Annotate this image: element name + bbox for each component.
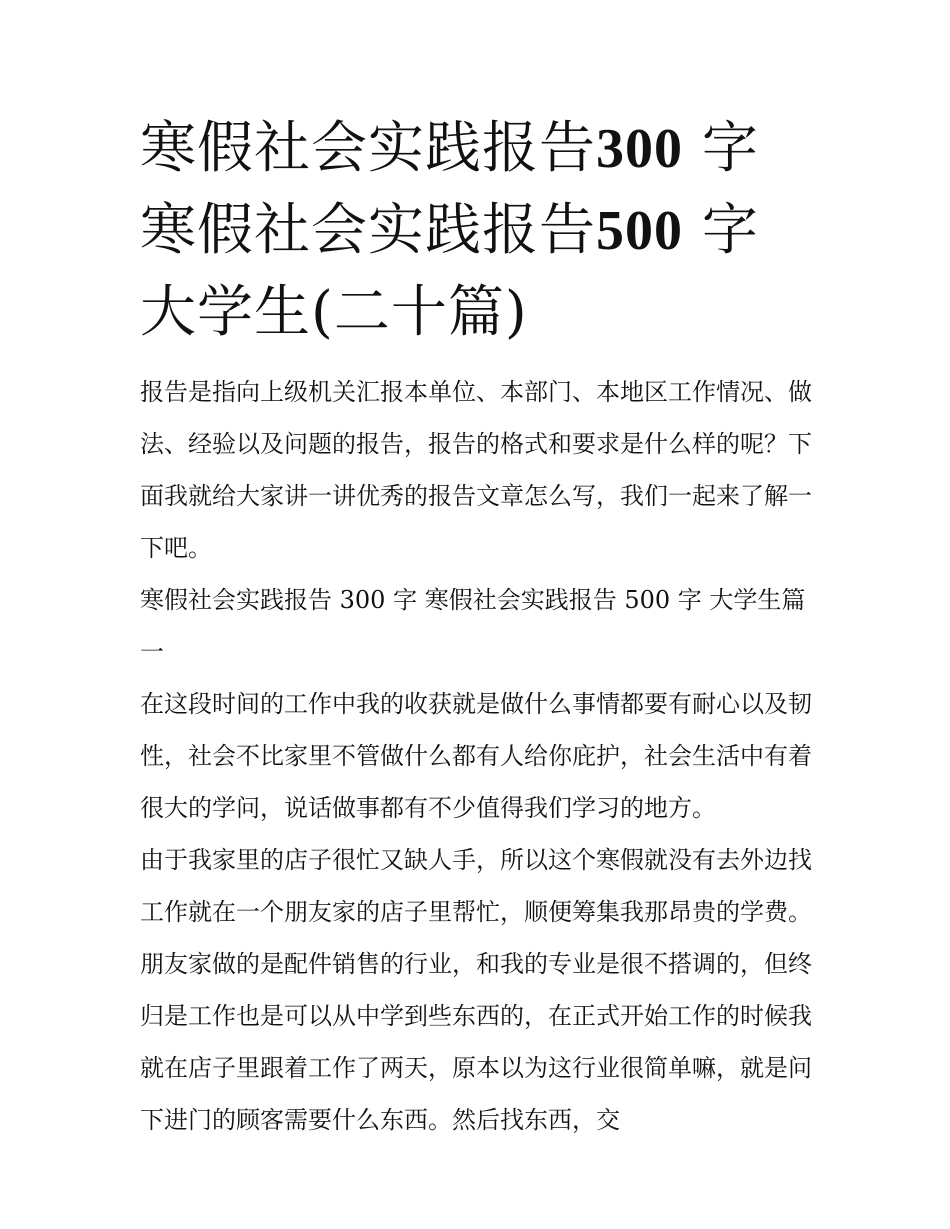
title-text-3: 字 大学生(二十篇) bbox=[140, 198, 759, 345]
intro-paragraph: 报告是指向上级机关汇报本单位、本部门、本地区工作情况、做法、经验以及问题的报告，报告的格式和要求是什么样的呢？下面我就给大家讲一讲优秀的报告文章怎么写，我们一起来了解一下吧。 bbox=[140, 378, 812, 562]
body-paragraph: 在这段时间的工作中我的收获就是做什么事情都要有耐心以及韧性，社会不比家里不管做什么都有人给你庇护，社会生活中有着很大的学问，说话做事都有不少值得我们学习的地方。 bbox=[140, 690, 812, 822]
document-content bbox=[140, 108, 812, 1146]
document-title bbox=[140, 108, 812, 354]
title-number-1: 300 bbox=[596, 118, 683, 180]
section-heading: 寒假社会实践报告 300 字 寒假社会实践报告 500 字 大学生篇一 bbox=[140, 586, 806, 666]
body-paragraph: 由于我家里的店子很忙又缺人手，所以这个寒假就没有去外边找工作就在一个朋友家的店子里帮忙，顺便筹集我那昂贵的学费。朋友家做的是配件销售的行业，和我的专业是很不搭调的，但终归是工作也是可以从中学到些东西的，在正式开始工作的时候我就在店子里跟着工作了两天，原本以为这行业很简单嘛，就是问下进门的顾客需要什么东西。然后找东西，交 bbox=[140, 846, 812, 1134]
title-text-2: 字 寒假社会实践报告 bbox=[140, 116, 759, 263]
title-text-1: 寒假社会实践报告 bbox=[140, 116, 596, 181]
title-number-2: 500 bbox=[596, 200, 683, 262]
